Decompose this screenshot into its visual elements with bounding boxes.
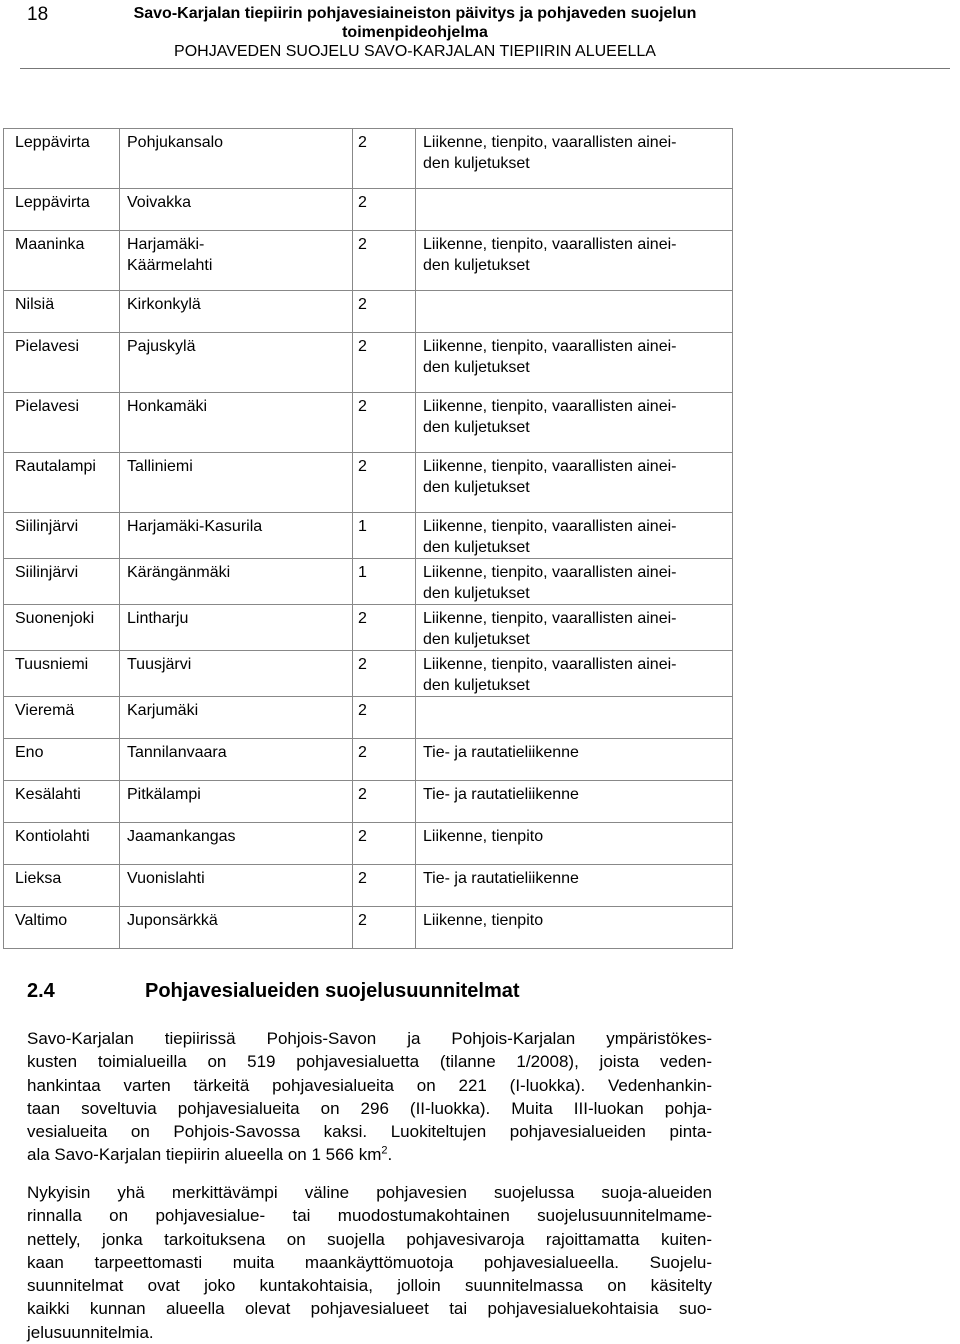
municipality-cell-text: Leppävirta <box>15 194 90 211</box>
risk-cell-text: den kuljetukset <box>423 154 530 172</box>
class-cell <box>353 651 416 697</box>
class-cell <box>353 697 416 739</box>
risk-cell-text: den kuljetukset <box>423 418 530 436</box>
paragraph-line: Nykyisin yhä merkittävämpi väline pohjavesien suojelussa suoja-alueiden <box>27 1183 712 1202</box>
area-cell-text: Harjamäki- <box>127 236 205 253</box>
area-cell <box>120 605 353 651</box>
class-cell-text: 2 <box>358 656 367 673</box>
paragraph-last-line: jelusuunnitelmia. <box>27 1322 154 1342</box>
risk-cell-text: Liikenne, tienpito, vaarallisten ainei- <box>423 656 677 673</box>
municipality-cell-text: Lieksa <box>15 870 62 887</box>
area-cell-text: Talliniemi <box>127 458 193 475</box>
municipality-cell <box>4 823 120 865</box>
area-cell <box>120 559 353 605</box>
class-cell <box>353 559 416 605</box>
municipality-cell <box>4 513 120 559</box>
class-cell-text: 1 <box>358 518 367 535</box>
class-cell-text: 2 <box>358 236 367 253</box>
municipality-cell-text: Maaninka <box>15 236 85 253</box>
class-cell <box>353 231 416 291</box>
superscript: 2 <box>381 1144 388 1157</box>
risk-cell <box>416 781 733 823</box>
risk-cell-text: Liikenne, tienpito, vaarallisten ainei- <box>423 338 677 355</box>
area-cell-text: Kirkonkylä <box>127 296 201 313</box>
class-cell-text: 2 <box>358 912 367 929</box>
table-row <box>4 651 733 697</box>
municipality-cell <box>4 739 120 781</box>
area-cell <box>120 333 353 393</box>
class-cell-text: 2 <box>358 870 367 887</box>
class-cell-text: 2 <box>358 828 367 845</box>
risk-cell-text: Liikenne, tienpito <box>423 912 544 929</box>
municipality-cell-text: Pielavesi <box>15 398 80 415</box>
running-header <box>110 4 720 61</box>
class-cell <box>353 129 416 189</box>
risk-cell-text: Tie- ja rautatieliikenne <box>423 786 579 803</box>
header-title-line2: toimenpideohjelma <box>342 24 488 41</box>
table-row <box>4 697 733 739</box>
risk-cell <box>416 865 733 907</box>
paragraph-line: suunnitelmat ovat joko kuntakohtaisia, jolloin suunnitelmassa on käsitelty <box>27 1276 712 1296</box>
paragraph-1 <box>27 1027 712 1167</box>
class-cell-text: 2 <box>358 134 367 151</box>
section-heading <box>27 980 520 1003</box>
risk-cell <box>416 907 733 949</box>
paragraph-line: vesialueita on Pohjois-Savossa kaksi. Luokiteltujen pohjavesialueiden pinta- <box>27 1122 712 1142</box>
class-cell <box>353 393 416 453</box>
period: . <box>387 1145 393 1165</box>
table-row <box>4 605 733 651</box>
page-number: 18 <box>27 4 49 25</box>
area-cell <box>120 453 353 513</box>
risk-cell-text: den kuljetukset <box>423 584 530 602</box>
class-cell-text: 1 <box>358 564 367 581</box>
area-cell-text: Lintharju <box>127 610 189 627</box>
risk-cell <box>416 651 733 697</box>
area-cell <box>120 907 353 949</box>
risk-cell-text: den kuljetukset <box>423 256 530 274</box>
table-body <box>4 129 733 949</box>
risk-cell <box>416 739 733 781</box>
risk-cell <box>416 697 733 739</box>
municipality-cell-text: Tuusniemi <box>15 656 89 673</box>
risk-cell-text: den kuljetukset <box>423 538 530 556</box>
paragraph-line: Savo-Karjalan tiepiirissä Pohjois-Savon ja Pohjois-Karjalan ympäristökes- <box>27 1029 712 1048</box>
risk-cell-text: den kuljetukset <box>423 478 530 496</box>
area-cell-text: Kärängänmäki <box>127 564 231 581</box>
class-cell-text: 2 <box>358 702 367 719</box>
class-cell-text: 2 <box>358 610 367 627</box>
paragraph-line: hankintaa varten tärkeitä pohjavesialueita on 221 (I-luokka). Vedenhankin- <box>27 1075 712 1095</box>
paragraph-line: rinnalla on pohjavesialue- tai muodostumakohtainen suojelusuunnitelmame- <box>27 1206 712 1226</box>
municipality-cell-text: Siilinjärvi <box>15 518 79 535</box>
area-cell <box>120 189 353 231</box>
table-row <box>4 231 733 291</box>
municipality-cell-text: Nilsiä <box>15 296 55 313</box>
municipality-cell <box>4 189 120 231</box>
table-row <box>4 907 733 949</box>
class-cell <box>353 865 416 907</box>
class-cell <box>353 739 416 781</box>
area-cell-text: Honkamäki <box>127 398 208 415</box>
risk-cell-text: Liikenne, tienpito, vaarallisten ainei- <box>423 458 677 475</box>
table-row <box>4 291 733 333</box>
section-number: 2.4 <box>27 980 55 1002</box>
table-row <box>4 781 733 823</box>
groundwater-risk-table <box>3 128 733 949</box>
table-row <box>4 865 733 907</box>
area-cell-text: Tannilanvaara <box>127 744 227 761</box>
header-title-line1: Savo-Karjalan tiepiirin pohjavesiaineiston päivitys ja pohjaveden suojelun <box>133 5 697 22</box>
municipality-cell-text: Leppävirta <box>15 134 90 151</box>
class-cell <box>353 823 416 865</box>
municipality-cell <box>4 907 120 949</box>
area-cell <box>120 739 353 781</box>
area-cell-text: Vuonislahti <box>127 870 205 887</box>
class-cell <box>353 453 416 513</box>
risk-cell <box>416 189 733 231</box>
table-row <box>4 823 733 865</box>
area-text: ala Savo-Karjalan tiepiirin alueella on 1 566 km <box>27 1145 382 1165</box>
risk-cell-text: Liikenne, tienpito, vaarallisten ainei- <box>423 610 677 627</box>
municipality-cell <box>4 231 120 291</box>
risk-cell <box>416 513 733 559</box>
section-title: Pohjavesialueiden suojelusuunnitelmat <box>145 980 520 1002</box>
table-row <box>4 189 733 231</box>
paragraph-line: kaikki kunnan alueella olevat pohjavesialueet tai pohjavesialuekohtaisia suo- <box>27 1299 712 1319</box>
municipality-cell <box>4 651 120 697</box>
risk-cell-text: Liikenne, tienpito, vaarallisten ainei- <box>423 564 677 581</box>
table-row <box>4 453 733 513</box>
risk-cell <box>416 291 733 333</box>
class-cell-text: 2 <box>358 194 367 211</box>
area-cell <box>120 865 353 907</box>
risk-cell <box>416 333 733 393</box>
area-cell-text: Karjumäki <box>127 702 199 719</box>
area-cell <box>120 129 353 189</box>
risk-cell-text: Liikenne, tienpito, vaarallisten ainei- <box>423 518 677 535</box>
class-cell <box>353 333 416 393</box>
risk-cell <box>416 823 733 865</box>
class-cell <box>353 907 416 949</box>
area-cell-text: Voivakka <box>127 194 192 211</box>
municipality-cell-text: Rautalampi <box>15 458 96 475</box>
area-cell <box>120 651 353 697</box>
municipality-cell-text: Eno <box>15 744 44 761</box>
table-row <box>4 559 733 605</box>
municipality-cell <box>4 865 120 907</box>
paragraph-last-line <box>27 1143 712 1166</box>
municipality-cell-text: Kontiolahti <box>15 828 90 845</box>
risk-cell-text: den kuljetukset <box>423 358 530 376</box>
municipality-cell-text: Vieremä <box>15 702 75 719</box>
area-cell <box>120 231 353 291</box>
risk-cell <box>416 605 733 651</box>
risk-cell <box>416 129 733 189</box>
risk-cell <box>416 393 733 453</box>
area-cell <box>120 781 353 823</box>
area-cell <box>120 513 353 559</box>
area-cell-text: Juponsärkkä <box>127 912 218 929</box>
risk-cell-text: Liikenne, tienpito, vaarallisten ainei- <box>423 398 677 415</box>
area-cell-text: Käärmelahti <box>127 256 213 274</box>
risk-cell <box>416 231 733 291</box>
risk-cell <box>416 559 733 605</box>
area-cell <box>120 697 353 739</box>
area-cell-text: Pohjukansalo <box>127 134 224 151</box>
class-cell-text: 2 <box>358 458 367 475</box>
class-cell-text: 2 <box>358 338 367 355</box>
paragraph-line: nettely, jonka tarkoituksena on suojella pohjavesivaroja rajoittamatta kuiten- <box>27 1229 712 1249</box>
risk-cell <box>416 453 733 513</box>
paragraph-line: kusten toimialueilla on 519 pohjavesialuetta (tilanne 1/2008), joista veden- <box>27 1052 712 1072</box>
paragraph-line: taan soveltuvia pohjavesialueita on 296 (II-luokka). Muita III-luokan pohja- <box>27 1098 712 1118</box>
municipality-cell <box>4 605 120 651</box>
municipality-cell <box>4 333 120 393</box>
paragraph-2 <box>27 1181 712 1344</box>
class-cell-text: 2 <box>358 398 367 415</box>
header-rule <box>20 68 950 69</box>
class-cell <box>353 513 416 559</box>
area-cell-text: Tuusjärvi <box>127 656 192 673</box>
municipality-cell-text: Valtimo <box>15 912 68 929</box>
area-cell-text: Pajuskylä <box>127 338 196 355</box>
area-cell <box>120 291 353 333</box>
table-row <box>4 393 733 453</box>
table-row <box>4 333 733 393</box>
risk-cell-text: Liikenne, tienpito, vaarallisten ainei- <box>423 134 677 151</box>
municipality-cell <box>4 291 120 333</box>
header-subtitle: POHJAVEDEN SUOJELU SAVO-KARJALAN TIEPIIRIN ALUEELLA <box>174 43 656 60</box>
municipality-cell <box>4 393 120 453</box>
municipality-cell-text: Suonenjoki <box>15 610 95 627</box>
class-cell-text: 2 <box>358 296 367 313</box>
class-cell-text: 2 <box>358 744 367 761</box>
risk-cell-text: den kuljetukset <box>423 630 530 648</box>
municipality-cell-text: Siilinjärvi <box>15 564 79 581</box>
area-cell-text: Harjamäki-Kasurila <box>127 518 263 535</box>
municipality-cell-text: Kesälahti <box>15 786 81 803</box>
municipality-cell <box>4 129 120 189</box>
municipality-cell <box>4 697 120 739</box>
risk-cell-text: Liikenne, tienpito <box>423 828 544 845</box>
class-cell <box>353 291 416 333</box>
class-cell-text: 2 <box>358 786 367 803</box>
municipality-cell <box>4 453 120 513</box>
area-cell <box>120 393 353 453</box>
table-row <box>4 739 733 781</box>
area-cell <box>120 823 353 865</box>
municipality-cell <box>4 781 120 823</box>
paragraph-line: kaan tarpeettomasti muita maankäyttömuotoja pohjavesialueella. Suojelu- <box>27 1252 712 1272</box>
risk-cell-text: Tie- ja rautatieliikenne <box>423 744 579 761</box>
table-row <box>4 513 733 559</box>
table-row <box>4 129 733 189</box>
class-cell <box>353 781 416 823</box>
area-cell-text: Pitkälampi <box>127 786 201 803</box>
risk-cell-text: Liikenne, tienpito, vaarallisten ainei- <box>423 236 677 253</box>
municipality-cell-text: Pielavesi <box>15 338 80 355</box>
risk-cell-text: Tie- ja rautatieliikenne <box>423 870 579 887</box>
municipality-cell <box>4 559 120 605</box>
class-cell <box>353 605 416 651</box>
class-cell <box>353 189 416 231</box>
area-cell-text: Jaamankangas <box>127 828 236 845</box>
risk-cell-text: den kuljetukset <box>423 676 530 694</box>
